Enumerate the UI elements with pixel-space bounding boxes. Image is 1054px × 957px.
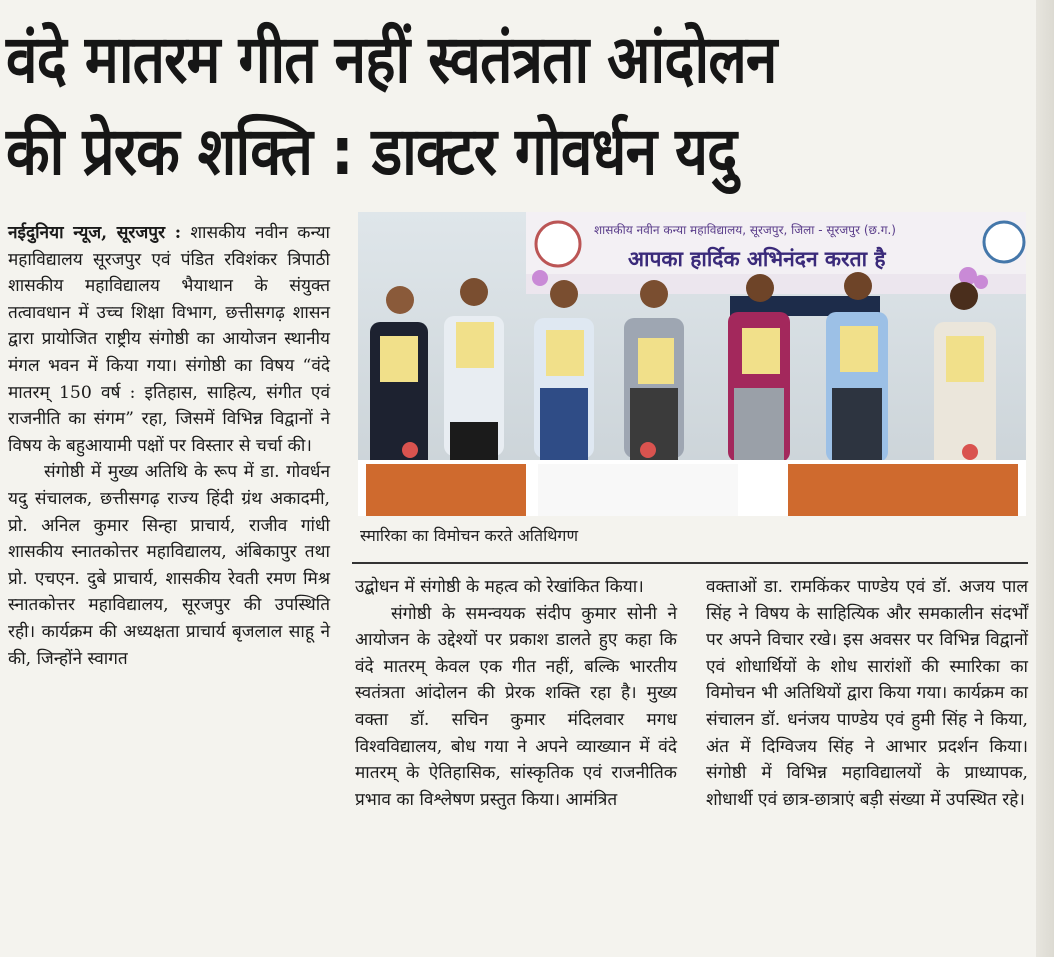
article-column-2 [355,574,677,813]
article-paragraph: वक्ताओं डा. रामकिंकर पाण्डेय एवं डॉ. अजय पाल सिंह ने विषय के साहित्यिक और समकालीन संदर्भों पर अपने विचार रखे। इस अवसर पर विभिन्न विद्वानों एवं शोधार्थियों के शोध सारांशों की स्मारिका का विमोचन भी अतिथियों द्वारा किया गया। कार्यक्रम का संचालन डॉ. धनंजय पाण्डेय एवं हुमी सिंह ने किया, अंत में दिग्विजय सिंह ने आभार प्रदर्शन किया। संगोष्ठी में विभिन्न महाविद्यालयों के प्राध्यापक, शोधार्थी एवं छात्र-छात्राएं बड़ी संख्या में उपस्थित रहे। [706,577,1028,810]
stage-table-right [788,464,1018,516]
headline [6,14,900,198]
photo-caption: स्मारिका का विमोचन करते अतिथिगण [360,526,579,545]
section-divider [352,562,1028,564]
banner-college-name: शासकीय नवीन कन्या महाविद्यालय, सूरजपुर, जिला - सूरजपुर (छ.ग.) [594,223,896,237]
article-column-1 [8,220,330,672]
article-text: शासकीय नवीन कन्या महाविद्यालय सूरजपुर एवं पंडित रविशंकर त्रिपाठी शासकीय महाविद्यालय भैयाथान के संयुक्त तत्वावधान में उच्च शिक्षा विभाग, छत्तीसगढ़ शासन द्वारा प्रायोजित राष्ट्रीय संगोष्ठी का आयोजन स्थानीय मंगल भवन में किया गया। संगोष्ठी का विषय “वंदे मातरम् 150 वर्ष : इतिहास, साहित्य, संगीत एवं राजनीति का संगम” रहा, जिसमें विभिन्न विद्वानों ने विषय के बहुआयामी पक्षों पर विस्तार से चर्चा की। [8,223,330,456]
banner-welcome-text: आपका हार्दिक अभिनंदन करता है [628,247,886,271]
headline-line-2: की प्रेरक शक्ति : डाक्टर गोवर्धन यदु [6,113,737,190]
dateline: नईदुनिया न्यूज, सूरजपुर : [8,223,182,243]
stage-table-left [366,464,526,516]
event-photo [358,212,1026,516]
article-paragraph: संगोष्ठी में मुख्य अतिथि के रूप में डा. गोवर्धन यदु संचालक, छत्तीसगढ़ राज्य हिंदी ग्रंथ अकादमी, प्रो. अनिल कुमार सिन्हा प्राचार्य, राजीव गांधी शासकीय स्नातकोत्तर महाविद्यालय, अंबिकापुर तथा प्रो. एचएन. दुबे प्राचार्य, शासकीय रेवती रमण मिश्र स्नातकोत्तर महाविद्यालय, सूरजपुर की उपस्थिति रही। कार्यक्रम की अध्यक्षता प्राचार्य बृजलाल साहू ने की, जिन्होंने स्वागत [8,462,330,669]
article-paragraph [8,220,330,459]
college-logo-left-icon [536,222,580,266]
article-column-3 [706,574,1028,813]
page-edge [1036,0,1054,957]
college-logo-right-icon [984,222,1024,262]
article-paragraph: संगोष्ठी के समन्वयक संदीप कुमार सोनी ने आयोजन के उद्देश्यों पर प्रकाश डालते हुए कहा कि वंदे मातरम् केवल एक गीत नहीं, बल्कि भारतीय स्वतंत्रता आंदोलन की प्रेरक शक्ति रहा है। मुख्य वक्ता डॉ. सचिन कुमार मंदिलवार मगध विश्वविद्यालय, बोध गया ने अपने व्याख्यान में वंदे मातरम् के ऐतिहासिक, सांस्कृतिक एवं राजनीतिक प्रभाव का विश्लेषण प्रस्तुत किया। आमंत्रित [355,603,677,810]
stage-table-center [538,464,738,516]
article-paragraph: उद्बोधन में संगोष्ठी के महत्व को रेखांकित किया। [355,577,644,597]
headline-line-1: वंदे मातरम गीत नहीं स्वतंत्रता आंदोलन [6,21,777,98]
